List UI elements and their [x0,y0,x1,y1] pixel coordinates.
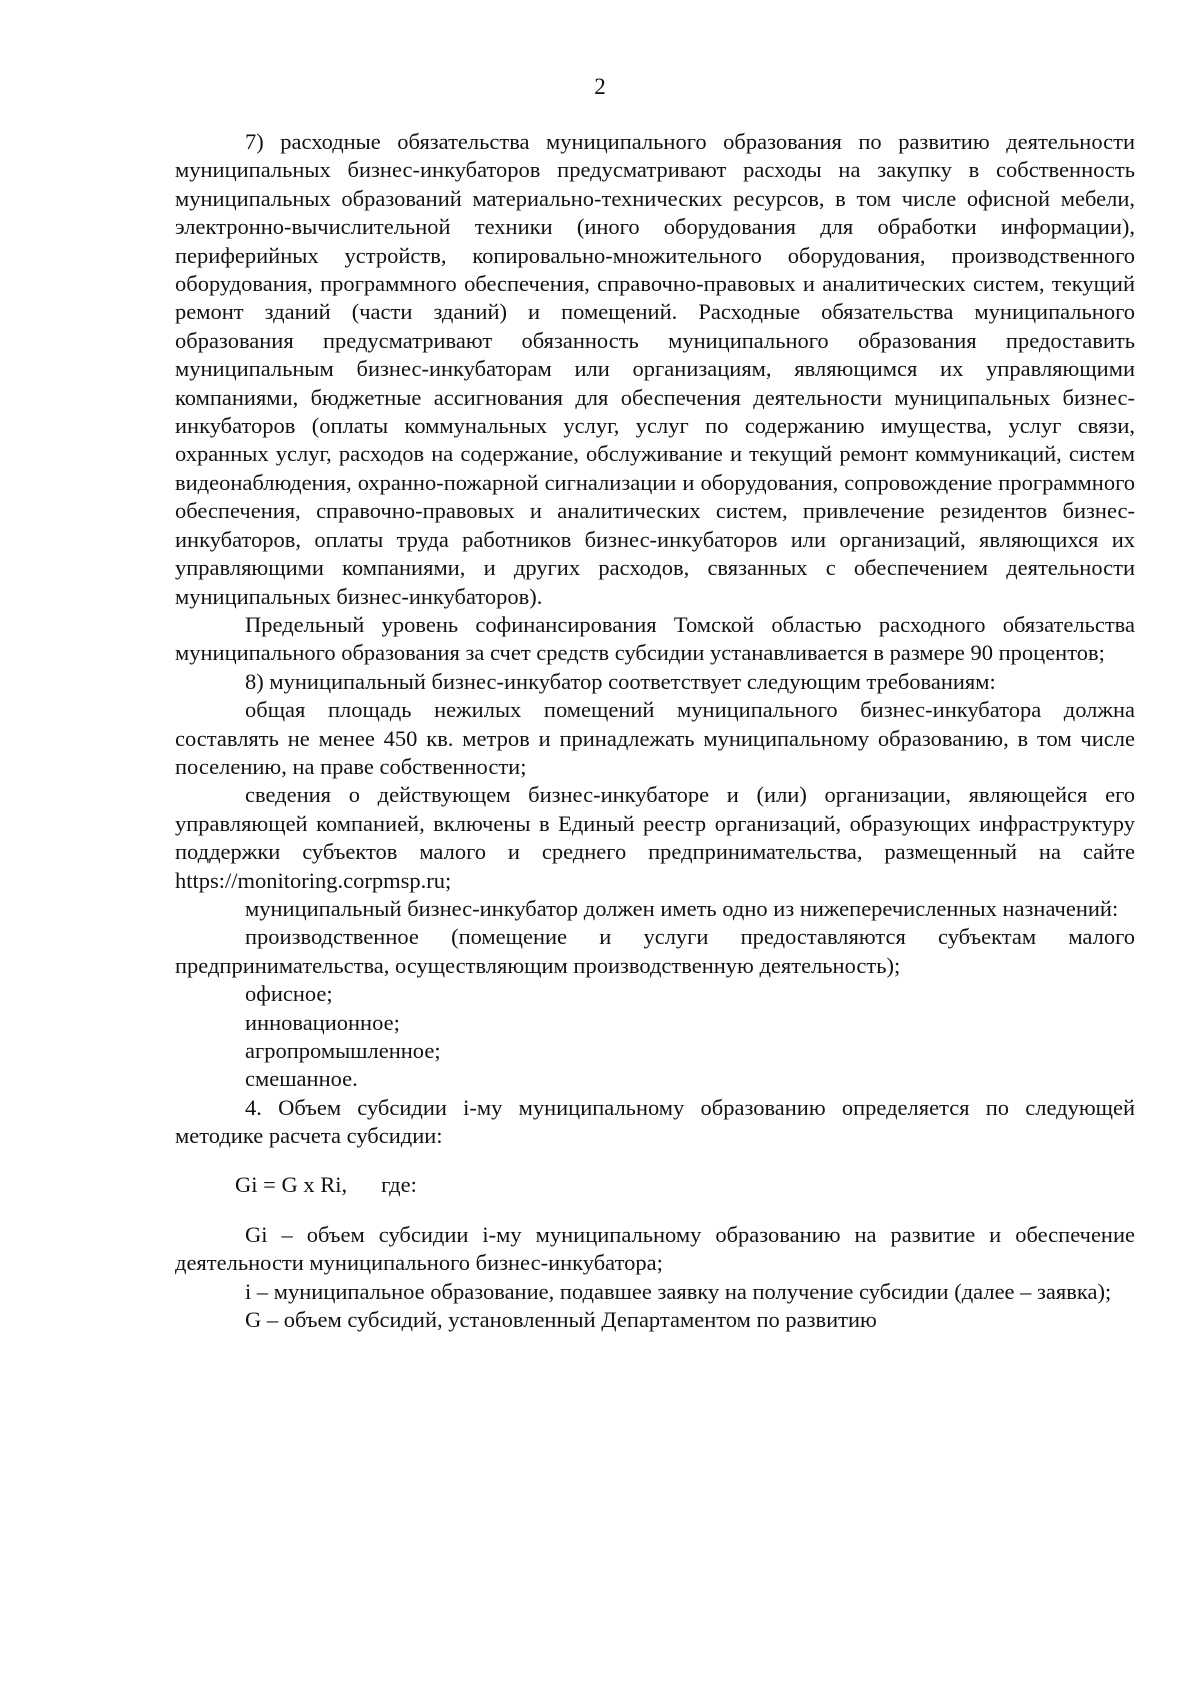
formula-suffix: где: [381,1171,417,1197]
list-item-office: офисное; [245,981,333,1007]
definition-gi: Gi – объем субсидии i-му муниципальному образованию на развитие и обеспечение деятельности муниципального бизнес-инкубатора; [175,1222,1135,1276]
paragraph-area: общая площадь нежилых помещений муниципального бизнес-инкубатора должна составлять не менее 450 кв. метров и принадлежать муниципальному образованию, в том числе поселению, на праве собственности; [175,697,1135,779]
paragraph-requirements: 8) муниципальный бизнес-инкубатор соответствует следующим требованиям: [245,668,996,694]
list-item-mixed: смешанное. [245,1066,358,1092]
definition-i: i – муниципальное образование, подавшее заявку на получение субсидии (далее – заявка); [245,1278,1112,1304]
paragraph-expenses: 7) расходные обязательства муниципального образования по развитию деятельности муниципальных бизнес-инкубаторов предусматривают расходы на закупку в собственность муниципальных образований материально-технических ресурсов, в том числе офисной мебели, электронно-вычислительной техники (иного оборудования для обработки информации), периферийных устройств, копировально-множительного оборудования, производственного оборудования, программного обеспечения, справочно-правовых и аналитических систем, текущий ремонт зданий (части зданий) и помещений. Расходные обязательства муниципального образования предусматривают обязанность муниципального образования предоставить муниципальным бизнес-инкубаторам или организациям, являющимся их управляющими компаниями, бюджетные ассигнования для обеспечения деятельности муниципальных бизнес-инкубаторов (оплаты коммунальных услуг, услуг по содержанию имущества, услуг связи, охранных услуг, расходов на содержание, обслуживание и текущий ремонт коммуникаций, систем видеонаблюдения, охранно-пожарной сигнализации и оборудования, сопровождение программного обеспечения, справочно-правовых и аналитических систем, привлечение резидентов бизнес-инкубаторов, оплаты труда работников бизнес-инкубаторов или организаций, являющихся их управляющими компаниями, и других расходов, связанных с обеспечением деятельности муниципальных бизнес-инкубаторов). [175,129,1135,609]
list-item-agro: агропромышленное; [245,1038,441,1063]
paragraph-production: производственное (помещение и услуги предоставляются субъектам малого предпринимательства, осуществляющим производственную деятельность); [175,924,1135,978]
subsidy-formula [175,1171,1135,1199]
definition-g: G – объем субсидий, установленный Департаментом по развитию [245,1307,877,1333]
page-number: 2 [594,74,606,99]
document-body [175,128,1135,1335]
formula-expression: Gi = G x Ri, [235,1171,348,1197]
list-item-innovation: инновационное; [245,1009,400,1035]
paragraph-registry: сведения о действующем бизнес-инкубаторе и (или) организации, являющейся его управляющей компанией, включены в Единый реестр организаций, образующих инфраструктуру поддержки субъектов малого и среднего предпринимательства, размещенный на сайте https://monitoring.corpmsp.ru; [175,782,1135,893]
paragraph-subsidy-method: 4. Объем субсидии i-му муниципальному образованию определяется по следующей методике расчета субсидии: [175,1094,1135,1149]
paragraph-cofinancing: Предельный уровень софинансирования Томской областью расходного обязательства муниципального образования за счет средств субсидии устанавливается в размере 90 процентов; [175,611,1135,666]
paragraph-purpose: муниципальный бизнес-инкубатор должен иметь одно из нижеперечисленных назначений: [245,895,1119,921]
